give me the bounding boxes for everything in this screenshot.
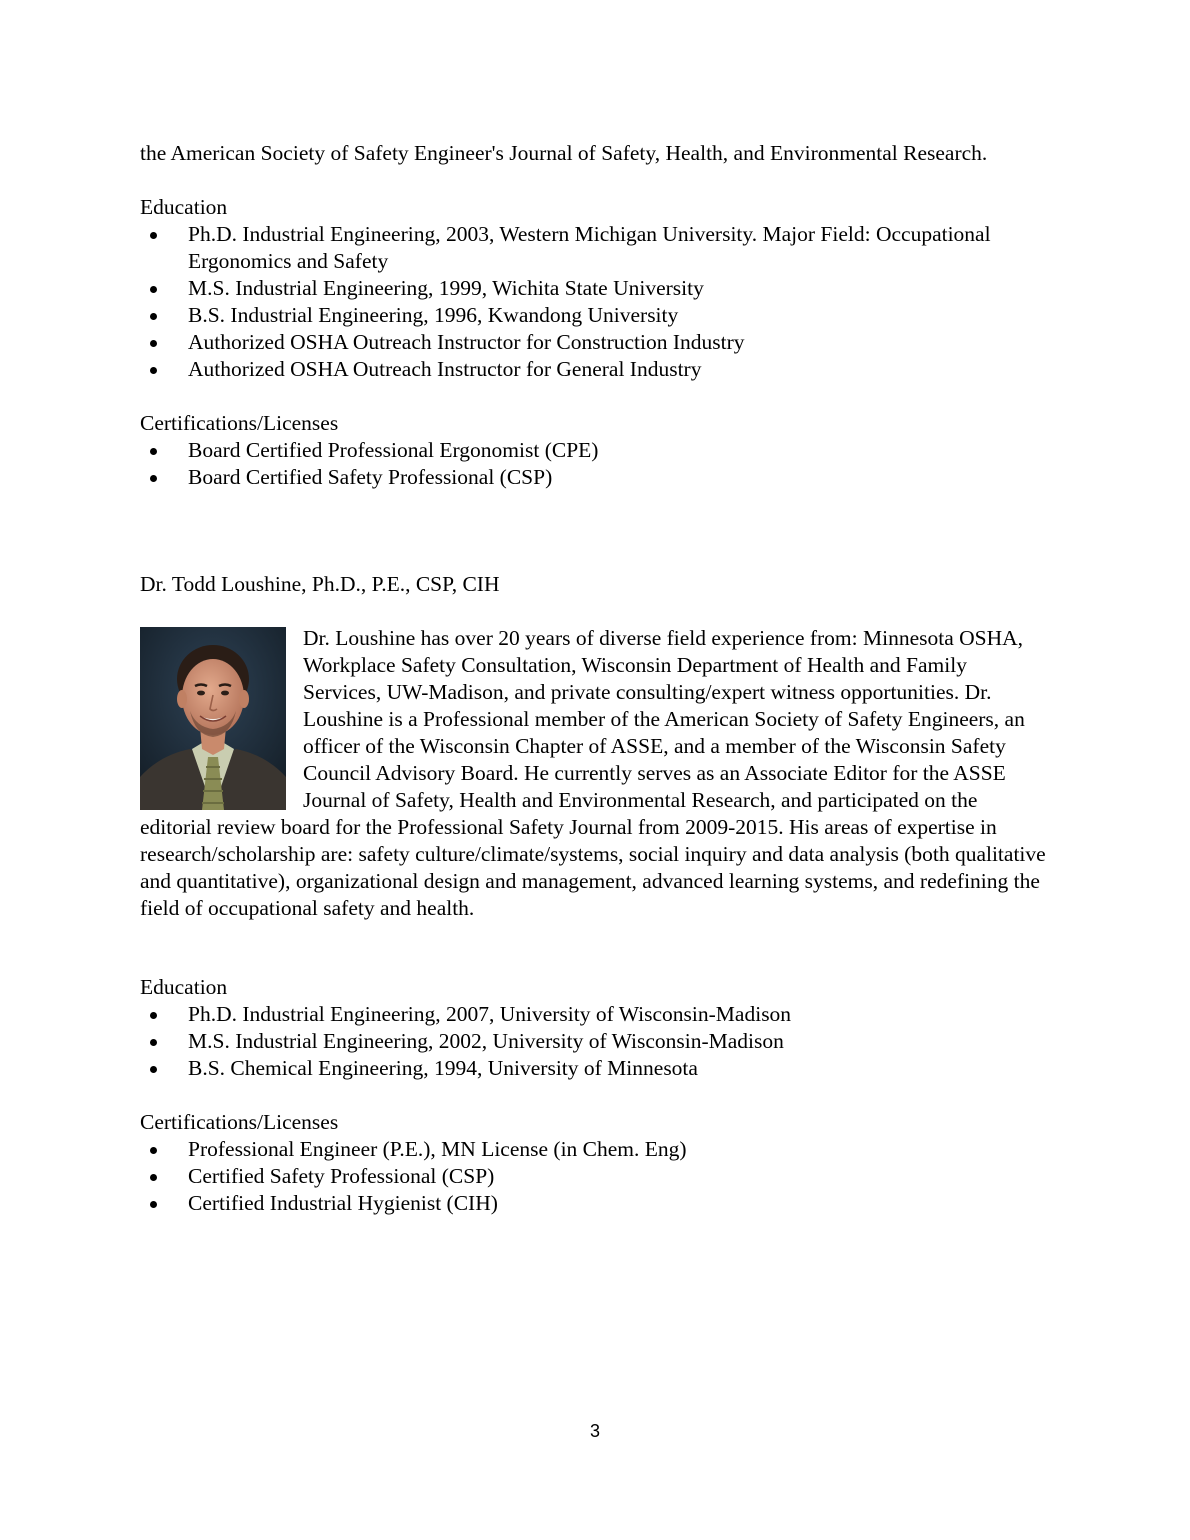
bullet-icon — [150, 367, 157, 374]
education-heading: Education — [140, 975, 228, 999]
list-item-text: Ph.D. Industrial Engineering, 2003, Western Michigan University. Major Field: Occupational Ergonomics and Safety — [188, 222, 991, 273]
list-item — [140, 1136, 1050, 1163]
education-heading: Education — [140, 195, 228, 219]
person-name: Dr. Todd Loushine, Ph.D., P.E., CSP, CIH — [140, 572, 500, 596]
bullet-icon — [150, 448, 157, 455]
list-item-text: Authorized OSHA Outreach Instructor for General Industry — [188, 357, 702, 381]
list-item-text: Authorized OSHA Outreach Instructor for Construction Industry — [188, 330, 745, 354]
bullet-icon — [150, 286, 157, 293]
list-item — [140, 1055, 1050, 1082]
certifications-heading: Certifications/Licenses — [140, 1110, 339, 1134]
list-item — [140, 275, 1050, 302]
list-item-text: Ph.D. Industrial Engineering, 2007, University of Wisconsin-Madison — [188, 1002, 792, 1026]
list-item-text: Board Certified Safety Professional (CSP) — [188, 465, 553, 489]
list-item — [140, 464, 1050, 491]
list-item-text: Professional Engineer (P.E.), MN License (in Chem. Eng) — [188, 1137, 687, 1161]
bio-paragraph: Dr. Loushine has over 20 years of diverse field experience from: Minnesota OSHA, Workplace Safety Consultation, Wisconsin Department of Health and Family Services, UW-Madison, and private consulting/expert witness opportunities. Dr. Loushine is a Professional member of the American Society of Safety Engineers, an officer of the Wisconsin Chapter of ASSE, and a member of the Wisconsin Safety Council Advisory Board. He currently serves as an Associate Editor for the ASSE Journal of Safety, Health and Environmental Research, and participated on the editorial review board for the Professional Safety Journal from 2009-2015. His areas of expertise in research/scholarship are: safety culture/climate/systems, social inquiry and data analysis (both qualitative and quantitative), organizational design and management, advanced learning systems, and redefining the field of occupational safety and health. — [140, 626, 1046, 920]
list-item — [140, 329, 1050, 356]
certifications-list — [140, 1136, 1050, 1217]
list-item — [140, 1163, 1050, 1190]
intro-paragraph: the American Society of Safety Engineer's Journal of Safety, Health, and Environmental Research. — [140, 141, 988, 165]
certifications-list — [140, 437, 1050, 491]
bullet-icon — [150, 232, 157, 239]
list-item — [140, 1001, 1050, 1028]
list-item — [140, 1028, 1050, 1055]
bullet-icon — [150, 1201, 157, 1208]
list-item-text: Certified Safety Professional (CSP) — [188, 1164, 495, 1188]
list-item-text: Certified Industrial Hygienist (CIH) — [188, 1191, 498, 1215]
bullet-icon — [150, 1147, 157, 1154]
list-item-text: B.S. Chemical Engineering, 1994, University of Minnesota — [188, 1056, 698, 1080]
bullet-icon — [150, 1039, 157, 1046]
portrait-photo — [140, 627, 286, 810]
bio-section — [140, 625, 1050, 922]
bullet-icon — [150, 1066, 157, 1073]
bullet-icon — [150, 1012, 157, 1019]
list-item — [140, 221, 1050, 275]
page-content — [140, 140, 1050, 1217]
list-item-text: Board Certified Professional Ergonomist (CPE) — [188, 438, 599, 462]
list-item — [140, 356, 1050, 383]
list-item-text: M.S. Industrial Engineering, 1999, Wichita State University — [188, 276, 704, 300]
bullet-icon — [150, 475, 157, 482]
bullet-icon — [150, 340, 157, 347]
list-item-text: M.S. Industrial Engineering, 2002, University of Wisconsin-Madison — [188, 1029, 784, 1053]
list-item-text: B.S. Industrial Engineering, 1996, Kwandong University — [188, 303, 679, 327]
list-item — [140, 302, 1050, 329]
list-item — [140, 437, 1050, 464]
bullet-icon — [150, 313, 157, 320]
bullet-icon — [150, 1174, 157, 1181]
education-list — [140, 221, 1050, 383]
list-item — [140, 1190, 1050, 1217]
education-list — [140, 1001, 1050, 1082]
certifications-heading: Certifications/Licenses — [140, 411, 339, 435]
page-number: 3 — [589, 1421, 600, 1441]
